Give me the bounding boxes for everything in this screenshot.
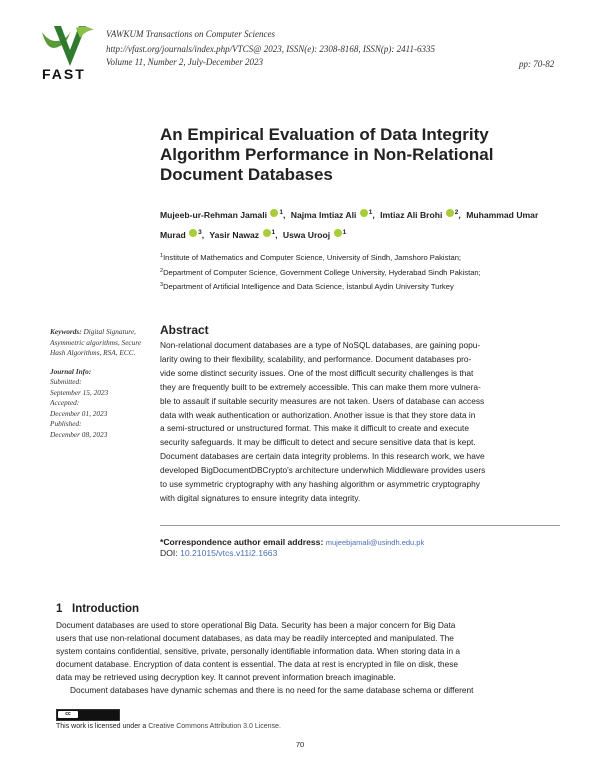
journal-url-issn: http://vfast.org/journals/index.php/VTCS@ 2023, ISSN(e): 2308-8168, ISSN(p): 2411-6335 (106, 44, 436, 54)
keywords-text: Digital Signature, Asymmetric algorithms, Secure Hash Algorithms, RSA, ECC. (50, 327, 142, 357)
doi-link[interactable]: 10.21015/vtcs.v11i2.1663 (180, 548, 278, 558)
affiliation-number: 1 (160, 253, 164, 259)
abstract-line: developed BigDocumentDBCrypto's architecture underwhich Middleware provides users (160, 465, 486, 476)
author-affil-sup: 2 (454, 209, 459, 216)
author-name: Najma Imtiaz Ali (290, 210, 357, 220)
affiliation-text: Institute of Mathematics and Computer Science, University of Sindh, Jamshoro Pakistan; (163, 253, 462, 262)
author-list: Mujeeb-ur-Rehman Jamali $^1$, Najma Imtiaz Ali $^1$, Imtiaz Ali Brohi $^2$, Muhammad Umar Murad $^3$, Yasir Nawaz $^1$, Uswa Urooj $^1$ (160, 209, 539, 240)
correspondence (160, 537, 424, 547)
author-affil-sup: 1 (279, 209, 283, 216)
doi-label: DOI: (160, 548, 178, 558)
logo-text: FAST (42, 66, 86, 82)
affiliation-text: Department of Artificial Intelligence and Data Science, İstanbul Aydin University Turkey (163, 282, 454, 291)
abstract-body (160, 339, 560, 506)
abstract-line: vide some distinct security issues. One of the most difficult security challenges is that (160, 367, 474, 378)
section-title: Introduction (72, 603, 140, 615)
abstract-line: data with weak authentication or authorization. Another issue is that they store data in (160, 409, 476, 420)
section-heading (56, 603, 139, 615)
journal-volume: Volume 11, Number 2, July-December 2023 (106, 57, 264, 67)
intro-line: document database. Encryption of data content is essential. The data at rest is encrypted in file on disk, these (56, 658, 459, 669)
article-sidebar (50, 327, 150, 440)
intro-line: system contains confidential, sensitive, private, personally identifiable information data. When storing data in a (56, 645, 460, 656)
doi (160, 548, 277, 558)
abstract-line: Document databases are certain data integrity problems. In this research work, we have (160, 451, 485, 462)
affiliation-text: Department of Computer Science, Government College University, Hyderabad Sindh Pakistan; (163, 267, 481, 277)
abstract-line: security safeguards. It may be difficult to detect and secure sensitive data that is kept. (160, 437, 476, 448)
title-line: Document Databases (160, 165, 333, 184)
license-text (56, 723, 281, 730)
abstract-heading: Abstract (160, 323, 209, 337)
affiliation-item (160, 250, 481, 265)
published-label: Published: (50, 419, 82, 428)
affiliation-item (160, 279, 481, 294)
cc-icon: cc (58, 711, 78, 718)
orcid-icon[interactable] (270, 209, 278, 217)
orcid-icon[interactable] (446, 209, 454, 217)
abstract-line: they are frequently built to be extremely accessible. This can make them more vulnera- (160, 381, 481, 392)
fast-logo (40, 22, 102, 82)
author-name: Muhammad Umar Murad (160, 210, 539, 240)
orcid-icon[interactable] (189, 229, 197, 237)
divider (160, 525, 560, 526)
abstract-line: larity owing to their flexibility, scalability, and performance. Document databases pro- (160, 353, 472, 364)
author-name: Uswa Urooj (282, 230, 331, 240)
intro-line: Document databases have dynamic schemas and there is no need for the same database schema or different (70, 684, 474, 695)
published-date: December 08, 2023 (50, 429, 108, 439)
intro-line: users that use non-relational document databases, as data may be readily intercepted and manipulated. The (56, 632, 454, 643)
correspondence-email-link[interactable]: mujeebjamali@usindh.edu.pk (325, 538, 425, 547)
author-name: Yasir Nawaz (209, 230, 260, 240)
journal-info-label: Journal Info: (50, 366, 92, 376)
affiliation-number: 2 (160, 267, 164, 274)
orcid-icon[interactable] (334, 229, 342, 237)
keywords (50, 327, 150, 359)
paper-title (160, 125, 560, 185)
journal-name: VAWKUM Transactions on Computer Sciences (106, 29, 275, 39)
affiliation-number: 3 (160, 282, 164, 288)
correspondence-label: *Correspondence author email address: (160, 537, 324, 547)
abstract-line: Non-relational document databases are a type of NoSQL databases, are gaining popu- (160, 340, 481, 350)
affiliations (160, 250, 481, 294)
title-line: Algorithm Performance in Non-Relational (160, 145, 494, 164)
affiliation-item (160, 265, 481, 280)
introduction-body (56, 619, 556, 696)
author-affil-sup: 1 (271, 229, 276, 236)
keywords-label: Keywords: (50, 327, 82, 336)
license-link[interactable]: Creative Commons Attribution 3.0 License. (148, 723, 281, 730)
submitted-date: September 15, 2023 (50, 387, 109, 397)
accepted-date: December 01, 2023 (50, 408, 108, 418)
abstract-line: to use symmetric cryptography with any hashing algorithm or asymmetric cryptography (160, 479, 480, 490)
orcid-icon[interactable] (263, 229, 271, 237)
page-number: 70 (295, 740, 305, 749)
abstract-line: a semi-structured or unstructured format. This make it difficult to create and execute (160, 423, 470, 434)
intro-line: Document databases are used to store operational Big Data. Security has been a major concern for Big Data (56, 620, 456, 630)
author-name: Mujeeb-ur-Rehman Jamali (160, 210, 267, 220)
page-range: pp: 70-82 (519, 59, 555, 69)
title-line: An Empirical Evaluation of Data Integrity (160, 125, 489, 144)
submitted-label: Submitted: (50, 377, 82, 386)
abstract-line: with digital signatures to ensure integrity data integrity. (160, 492, 361, 503)
accepted-label: Accepted: (50, 398, 80, 407)
intro-line: data may be retrieved using decryption key. It cannot prevent information breach imaginable. (56, 671, 396, 682)
section-number: 1 (56, 603, 63, 615)
license-prefix: This work is licensed under a (56, 723, 147, 730)
abstract-line: ble to assault if suitable security measures are not taken. Users of database can access (160, 395, 485, 406)
author-affil-sup: 1 (368, 209, 373, 216)
author-affil-sup: 3 (198, 229, 202, 236)
author-name: Imtiaz Ali Brohi (380, 210, 443, 220)
orcid-icon[interactable] (360, 209, 368, 217)
author-affil-sup: 1 (342, 229, 347, 236)
